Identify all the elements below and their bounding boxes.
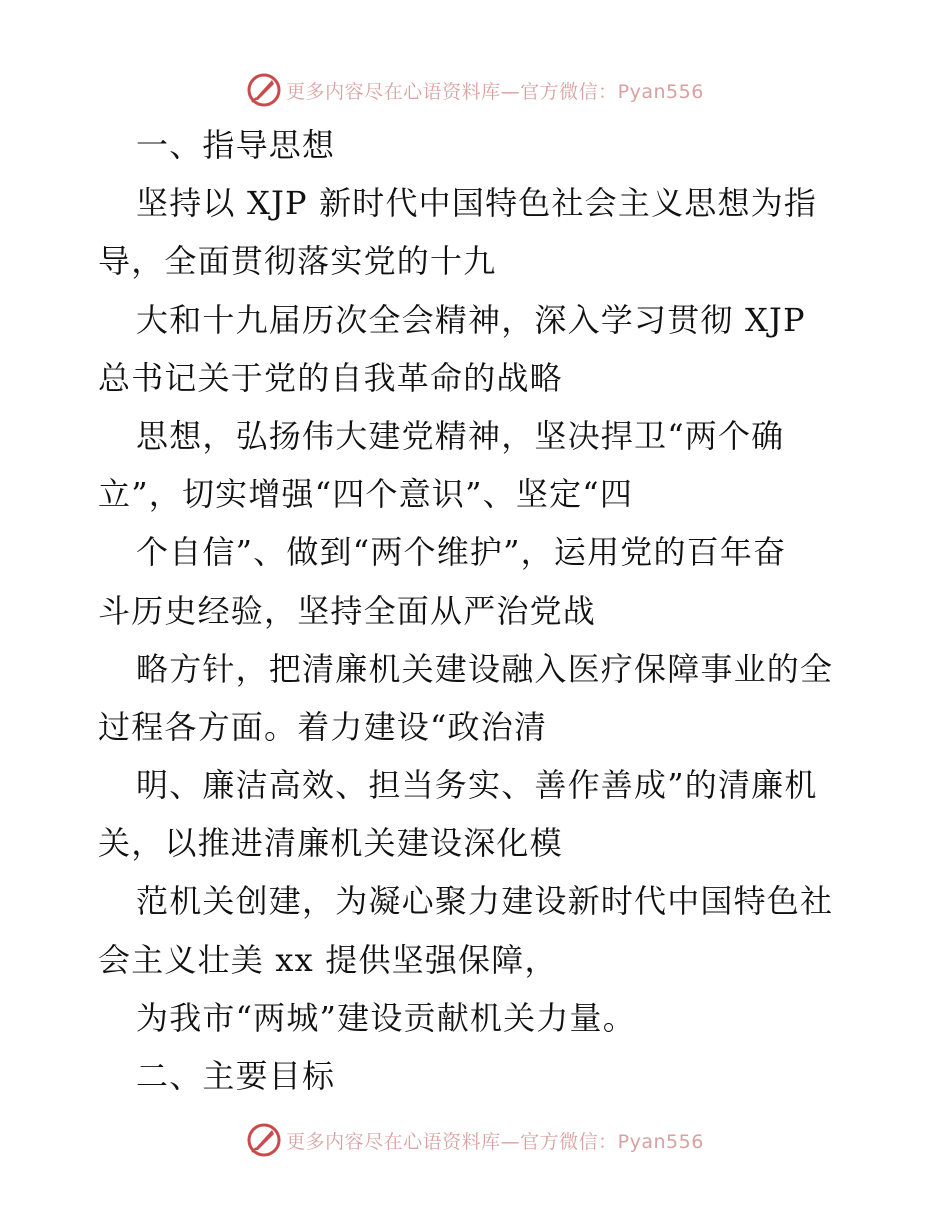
- heading-guiding-thought: 一、指导思想: [136, 126, 336, 164]
- document-body: [98, 116, 858, 1105]
- text-line: 斗历史经验，坚持全面从严治党战: [98, 591, 597, 630]
- text-line: 关，以推进清廉机关建设深化模: [98, 824, 563, 863]
- watermark-header: [0, 70, 950, 110]
- watermark-text: 更多内容尽在心语资料库—官方微信：Pyan556: [286, 1130, 704, 1153]
- text-line: 为我市“两城”建设贡献机关力量。: [136, 998, 636, 1037]
- text-line: 大和十九届历次全会精神，深入学习贯彻 XJP: [136, 300, 806, 339]
- text-line: 思想，弘扬伟大建党精神，坚决捍卫“两个确: [136, 416, 785, 455]
- text-line: 略方针，把清廉机关建设融入医疗保障事业的全: [136, 649, 834, 688]
- text-line: 范机关创建，为凝心聚力建设新时代中国特色社: [136, 882, 834, 921]
- text-line: 会主义壮美 xx 提供坚强保障，: [98, 940, 558, 979]
- text-line: 个自信”、做到“两个维护”，运用党的百年奋: [136, 533, 787, 572]
- quill-logo-icon: [246, 1122, 282, 1158]
- quill-logo-icon: [246, 72, 282, 108]
- text-line: 过程各方面。着力建设“政治清: [98, 707, 548, 746]
- watermark-footer: [0, 1120, 950, 1160]
- text-line: 立”，切实增强“四个意识”、坚定“四: [98, 475, 634, 514]
- text-line: 坚持以 XJP 新时代中国特色社会主义思想为指: [136, 184, 818, 223]
- text-line: 明、廉洁高效、担当务实、善作善成”的清廉机: [136, 766, 818, 805]
- text-line: 总书记关于党的自我革命的战略: [98, 358, 563, 397]
- heading-main-goals: 二、主要目标: [136, 1057, 336, 1095]
- watermark-text: 更多内容尽在心语资料库—官方微信：Pyan556: [286, 80, 704, 103]
- text-line: 导，全面贯彻落实党的十九: [98, 242, 497, 281]
